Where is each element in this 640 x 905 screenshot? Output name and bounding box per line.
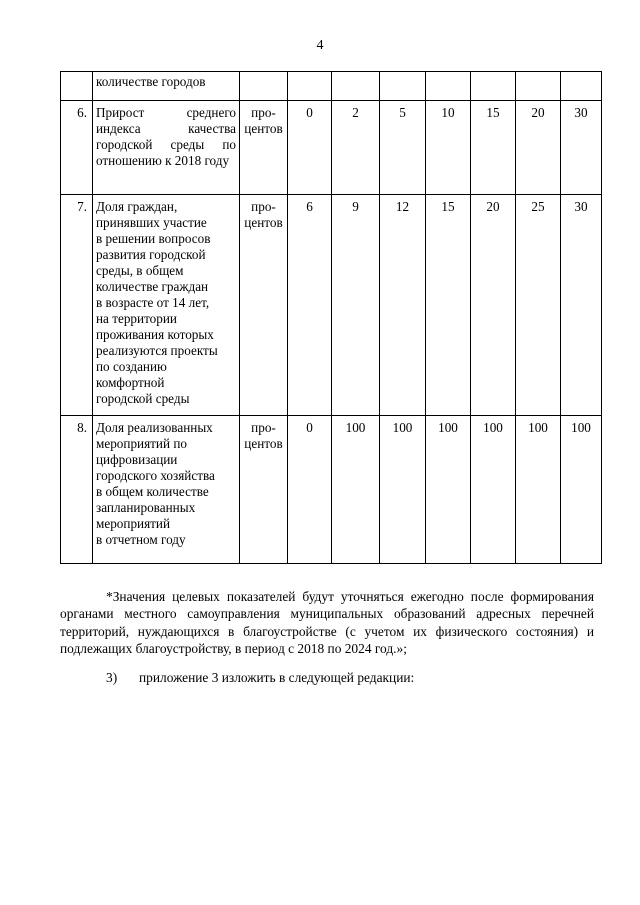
indicator-name-line: среды, в общем [96,263,184,278]
indicator-name-line: в решении вопросов [96,231,211,246]
indicator-name-line: Прирост среднего индекса качества городской среды по отношению к 2018 году [96,105,236,168]
indicator-name-line: комфортной [96,375,165,390]
unit-line: центов [244,121,283,136]
indicator-value: 100 [561,416,602,564]
indicator-value: 100 [516,416,561,564]
unit-of-measure [240,416,288,564]
indicator-name-line: городской среды [96,391,190,406]
indicator-name-line: Доля граждан, [96,199,178,214]
indicator-value: 12 [380,195,426,416]
row-number: 8. [61,416,93,564]
indicator-name-line: в возрасте от 14 лет, [96,295,210,310]
indicator-name-line: цифровизации [96,452,178,467]
indicator-value: 20 [471,195,516,416]
indicator-name-line: развития городской [96,247,206,262]
unit-line: про- [251,105,276,120]
indicator-name [93,101,240,195]
row-number: 7. [61,195,93,416]
indicator-name-line: проживания которых [96,327,214,342]
indicator-name-line: на территории [96,311,177,326]
indicator-value: 2 [332,101,380,195]
indicator-name-line: принявших участие [96,215,207,230]
indicator-value: 100 [471,416,516,564]
table-row [61,101,602,195]
unit-of-measure [240,195,288,416]
list-item-text: приложение 3 изложить в следующей редакции: [139,670,415,685]
table-row [61,195,602,416]
page-number: 4 [316,38,324,53]
indicator-name-line: Доля реализованных [96,420,213,435]
indicator-value: 100 [380,416,426,564]
indicator-value: 0 [288,416,332,564]
unit-line: центов [244,215,283,230]
indicator-value: 0 [288,101,332,195]
indicator-name [93,195,240,416]
indicator-name-line: по созданию [96,359,167,374]
footnote: *Значения целевых показателей будут уточняться ежегодно после формирования органами местного самоуправления муниципальных образований адресных перечней территорий, нуждающихся в благоустройстве (с учетом их физического состояния) и подлежащих благоустройству, в период с 2018 по 2024 год.»; [60,589,594,657]
indicator-name-line: количестве граждан [96,279,209,294]
table-row-continuation [61,72,602,101]
indicator-name-line: мероприятий по [96,436,187,451]
row-number: 6. [61,101,93,195]
list-item-3 [106,669,596,686]
indicator-value: 10 [426,101,471,195]
indicator-value: 9 [332,195,380,416]
indicator-value: 100 [332,416,380,564]
indicator-name-line: в отчетном году [96,532,186,547]
indicator-value: 30 [561,195,602,416]
indicator-name-line: реализуются проекты [96,343,218,358]
unit-line: центов [244,436,283,451]
unit-line: про- [251,199,276,214]
table-row [61,416,602,564]
indicator-name-line: в общем количестве [96,484,209,499]
indicator-value: 15 [471,101,516,195]
indicator-value: 5 [380,101,426,195]
indicator-value: 6 [288,195,332,416]
indicator-value: 100 [426,416,471,564]
indicator-name-line: запланированных [96,500,196,515]
indicators-table [60,71,602,564]
indicator-name: количестве городов [93,72,240,101]
indicator-name [93,416,240,564]
indicator-name-line: городского хозяйства [96,468,215,483]
unit-line: про- [251,420,276,435]
indicator-value: 20 [516,101,561,195]
list-marker: 3) [106,670,118,685]
unit-of-measure [240,101,288,195]
indicator-value: 15 [426,195,471,416]
indicator-name-line: мероприятий [96,516,171,531]
indicator-value: 30 [561,101,602,195]
indicator-value: 25 [516,195,561,416]
